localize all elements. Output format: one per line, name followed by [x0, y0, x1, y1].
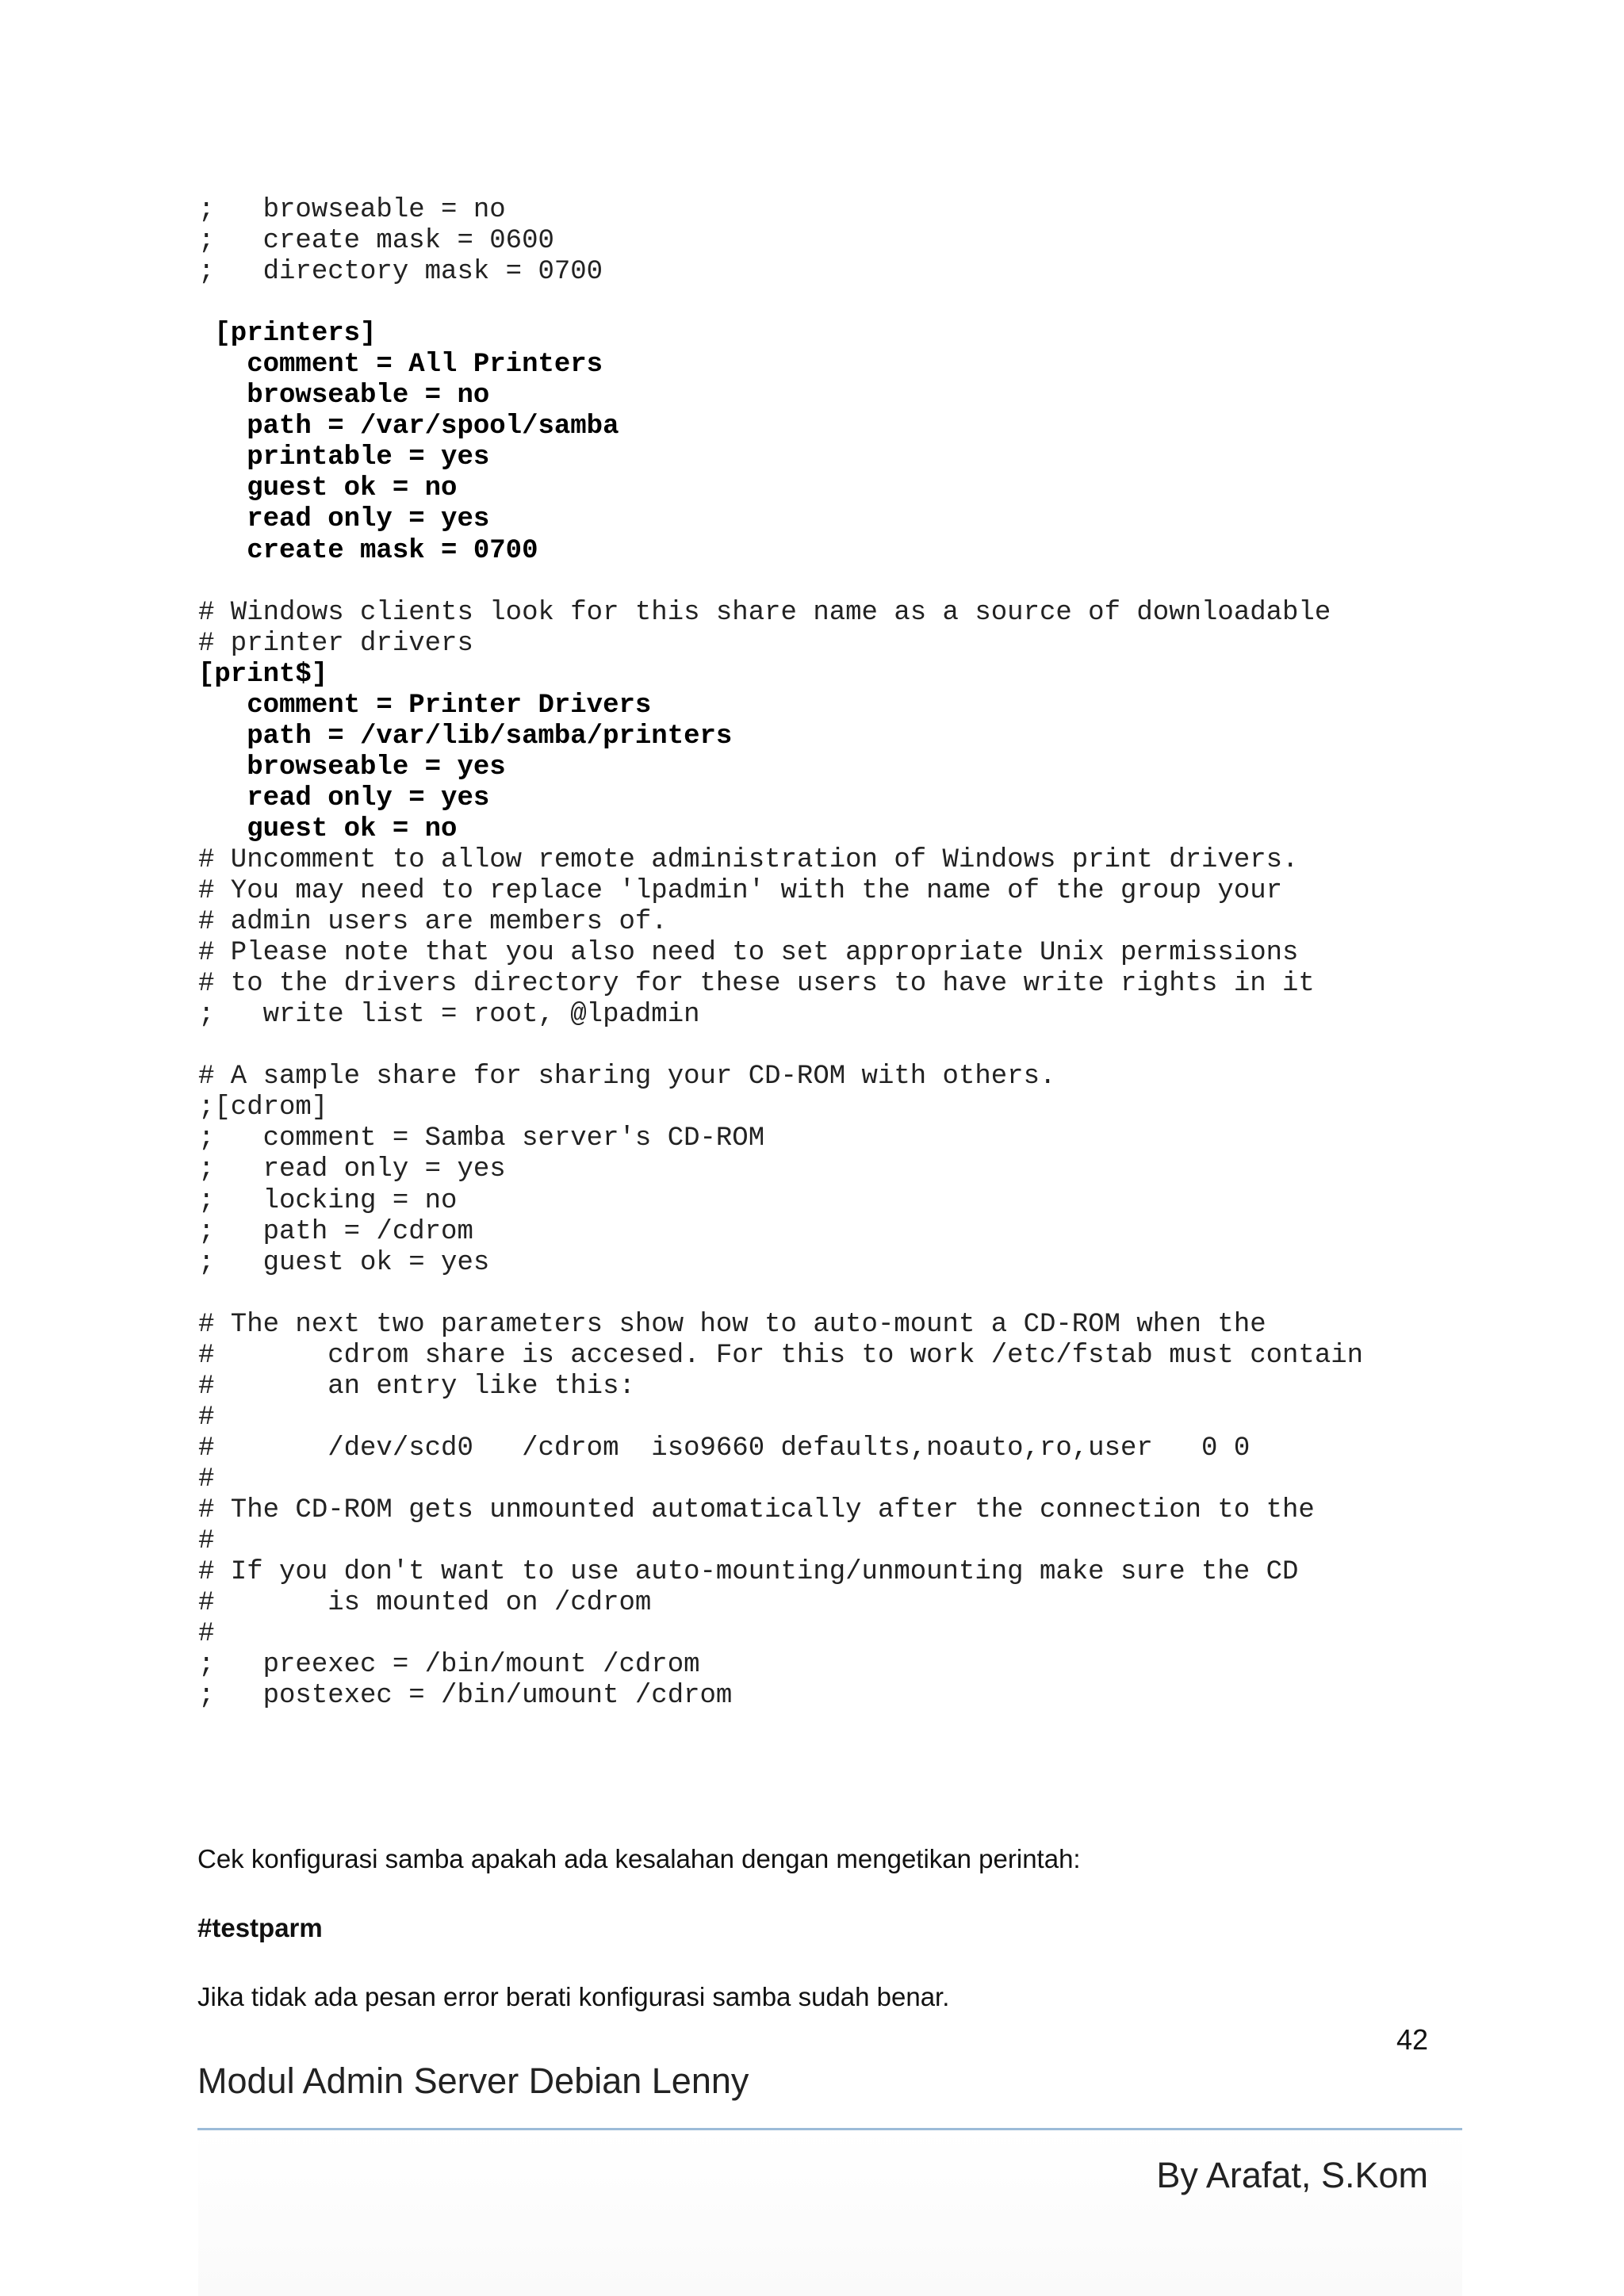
code-line: comment = Printer Drivers: [198, 690, 652, 721]
code-line: # cdrom share is accesed. For this to work /etc/fstab must contain: [198, 1340, 1364, 1371]
code-line: read only = yes: [198, 504, 490, 535]
code-line: guest ok = no: [198, 473, 458, 504]
code-line: ; browseable = no: [198, 195, 506, 225]
code-line: [printers]: [198, 319, 377, 350]
code-line: ; preexec = /bin/mount /cdrom: [198, 1650, 700, 1681]
code-line: # Uncomment to allow remote administration of Windows print drivers.: [198, 844, 1299, 875]
code-line: # If you don't want to use auto-mounting/unmounting make sure the CD: [198, 1557, 1299, 1588]
command-line: #testparm: [197, 1913, 323, 1942]
intro-paragraph: Cek konfigurasi samba apakah ada kesalahan dengan mengetikan perintah:: [197, 1844, 1081, 1873]
code-line: #: [198, 1526, 215, 1557]
code-line: [198, 567, 1363, 598]
code-line: read only = yes: [198, 783, 490, 813]
code-line: ;[cdrom]: [198, 1093, 328, 1123]
code-line: # Please note that you also need to set appropriate Unix permissions: [198, 938, 1299, 969]
footer-divider: [197, 2128, 1462, 2130]
code-line: path = /var/spool/samba: [198, 411, 619, 442]
code-line: [198, 1031, 1363, 1062]
code-line: [198, 288, 1363, 319]
code-line: # A sample share for sharing your CD-ROM with others.: [198, 1062, 1056, 1093]
code-line: # an entry like this:: [198, 1371, 635, 1402]
code-line: # admin users are members of.: [198, 907, 668, 938]
code-line: ; path = /cdrom: [198, 1216, 473, 1247]
code-line: guest ok = no: [198, 813, 458, 844]
code-line: # is mounted on /cdrom: [198, 1588, 652, 1619]
code-line: # to the drivers directory for these users to have write rights in it: [198, 969, 1315, 1000]
code-line: [print$]: [198, 659, 328, 690]
config-code-block: [198, 195, 1363, 1712]
code-line: ; read only = yes: [198, 1154, 506, 1185]
code-line: ; comment = Samba server's CD-ROM: [198, 1123, 765, 1154]
result-paragraph: Jika tidak ada pesan error berati konfigurasi samba sudah benar.: [197, 1982, 950, 2011]
code-line: printable = yes: [198, 442, 490, 473]
code-line: #: [198, 1619, 215, 1650]
code-line: ; postexec = /bin/umount /cdrom: [198, 1681, 733, 1712]
code-line: # The next two parameters show how to auto-mount a CD-ROM when the: [198, 1309, 1266, 1340]
code-line: path = /var/lib/samba/printers: [198, 721, 733, 752]
code-line: ; guest ok = yes: [198, 1247, 490, 1278]
footer-author: By Arafat, S.Kom: [1156, 2155, 1428, 2195]
code-line: #: [198, 1464, 215, 1494]
footer-title: Modul Admin Server Debian Lenny: [197, 2061, 749, 2101]
code-line: create mask = 0700: [198, 535, 538, 566]
code-line: # The CD-ROM gets unmounted automatically after the connection to the: [198, 1494, 1315, 1525]
code-line: ; locking = no: [198, 1185, 458, 1216]
code-line: browseable = no: [198, 381, 490, 411]
page-number: 42: [1396, 2023, 1428, 2056]
code-line: # /dev/scd0 /cdrom iso9660 defaults,noauto,ro,user 0 0: [198, 1433, 1251, 1464]
code-line: comment = All Printers: [198, 350, 603, 381]
code-line: ; create mask = 0600: [198, 226, 554, 257]
code-line: # printer drivers: [198, 628, 473, 659]
code-line: # You may need to replace 'lpadmin' with the name of the group your: [198, 876, 1283, 907]
code-line: [198, 1279, 1363, 1310]
code-line: ; write list = root, @lpadmin: [198, 1000, 700, 1031]
code-line: # Windows clients look for this share name as a source of downloadable: [198, 597, 1331, 628]
code-line: ; directory mask = 0700: [198, 257, 603, 288]
code-line: #: [198, 1402, 215, 1433]
footer-background: [198, 2129, 1462, 2296]
code-line: browseable = yes: [198, 752, 506, 783]
